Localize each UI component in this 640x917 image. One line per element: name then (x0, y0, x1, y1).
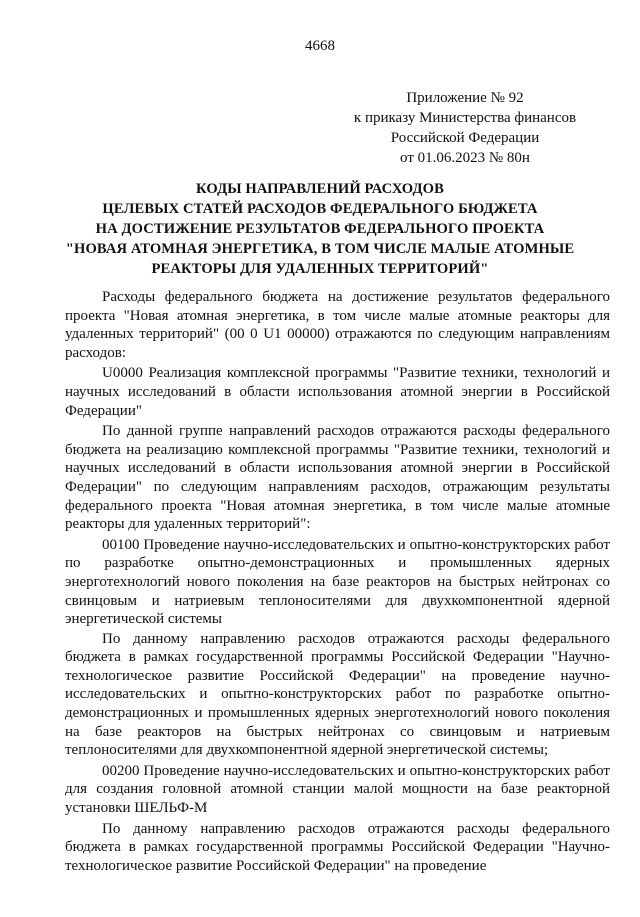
appendix-line-2: к приказу Министерства финансов (353, 110, 577, 126)
appendix-line-1: Приложение № 92 (406, 90, 524, 106)
paragraph-group-description: По данной группе направлений расходов отражаются расходы федерального бюджета на реализацию комплексной программы "Развитие техники, технологий и научных исследований в области использования атомной энергии в Российской Федерации" по следующим направлениям расходов, отражающим результаты федерального проекта "Новая атомная энергетика, в том числе малые атомные реакторы для удаленных территорий": (65, 423, 610, 533)
title-line-2: ЦЕЛЕВЫХ СТАТЕЙ РАСХОДОВ ФЕДЕРАЛЬНОГО БЮДЖЕТА (102, 201, 538, 217)
document-body (65, 288, 610, 877)
paragraph-intro: Расходы федерального бюджета на достижение результатов федерального проекта "Новая атомная энергетика, в том числе малые атомные реакторы для удаленных территорий" (00 0 U1 00000) отражаются по следующим направлениям расходов: (65, 289, 610, 361)
title-line-3: НА ДОСТИЖЕНИЕ РЕЗУЛЬТАТОВ ФЕДЕРАЛЬНОГО ПРОЕКТА (95, 221, 545, 237)
appendix-line-3: Российской Федерации (390, 130, 540, 146)
document-title (40, 179, 600, 279)
paragraph-code-u0000: U0000 Реализация комплексной программы "Развитие техники, технологий и научных исследований в области использования атомной энергии в Российской Федерации" (65, 365, 610, 419)
appendix-block (300, 88, 630, 168)
paragraph-00200-description: По данному направлению расходов отражаются расходы федерального бюджета в рамках государственной программы Российской Федерации "Научно-технологическое развитие Российской Федерации" на проведение (65, 820, 610, 874)
title-line-5: РЕАКТОРЫ ДЛЯ УДАЛЕННЫХ ТЕРРИТОРИЙ" (151, 261, 489, 277)
title-line-4: "НОВАЯ АТОМНАЯ ЭНЕРГЕТИКА, В ТОМ ЧИСЛЕ МАЛЫЕ АТОМНЫЕ (65, 241, 575, 257)
page-number: 4668 (305, 38, 335, 54)
title-line-1: КОДЫ НАПРАВЛЕНИЙ РАСХОДОВ (196, 181, 444, 197)
paragraph-00100-description: По данному направлению расходов отражаются расходы федерального бюджета в рамках государственной программы Российской Федерации "Научно-технологическое развитие Российской Федерации" на проведение научно-исследовательских и опытно-конструкторских работ по разработке опытно-демонстрационных и промышленных ядерных энерготехнологий нового поколения на базе реакторов на быстрых нейтронах со свинцовым и натриевым теплоносителями для двухкомпонентной ядерной энергетической системы; (65, 630, 610, 759)
paragraph-code-00100: 00100 Проведение научно-исследовательских и опытно-конструкторских работ по разработке опытно-демонстрационных и промышленных ядерных энерготехнологий нового поколения на базе реакторов на быстрых нейтронах со свинцовым и натриевым теплоносителями для двухкомпонентной ядерной энергетической системы (65, 536, 610, 628)
appendix-line-4: от 01.06.2023 № 80н (400, 150, 530, 166)
paragraph-code-00200: 00200 Проведение научно-исследовательских и опытно-конструкторских работ для создания головной атомной станции малой мощности на базе реакторной установки ШЕЛЬФ-М (65, 762, 610, 817)
